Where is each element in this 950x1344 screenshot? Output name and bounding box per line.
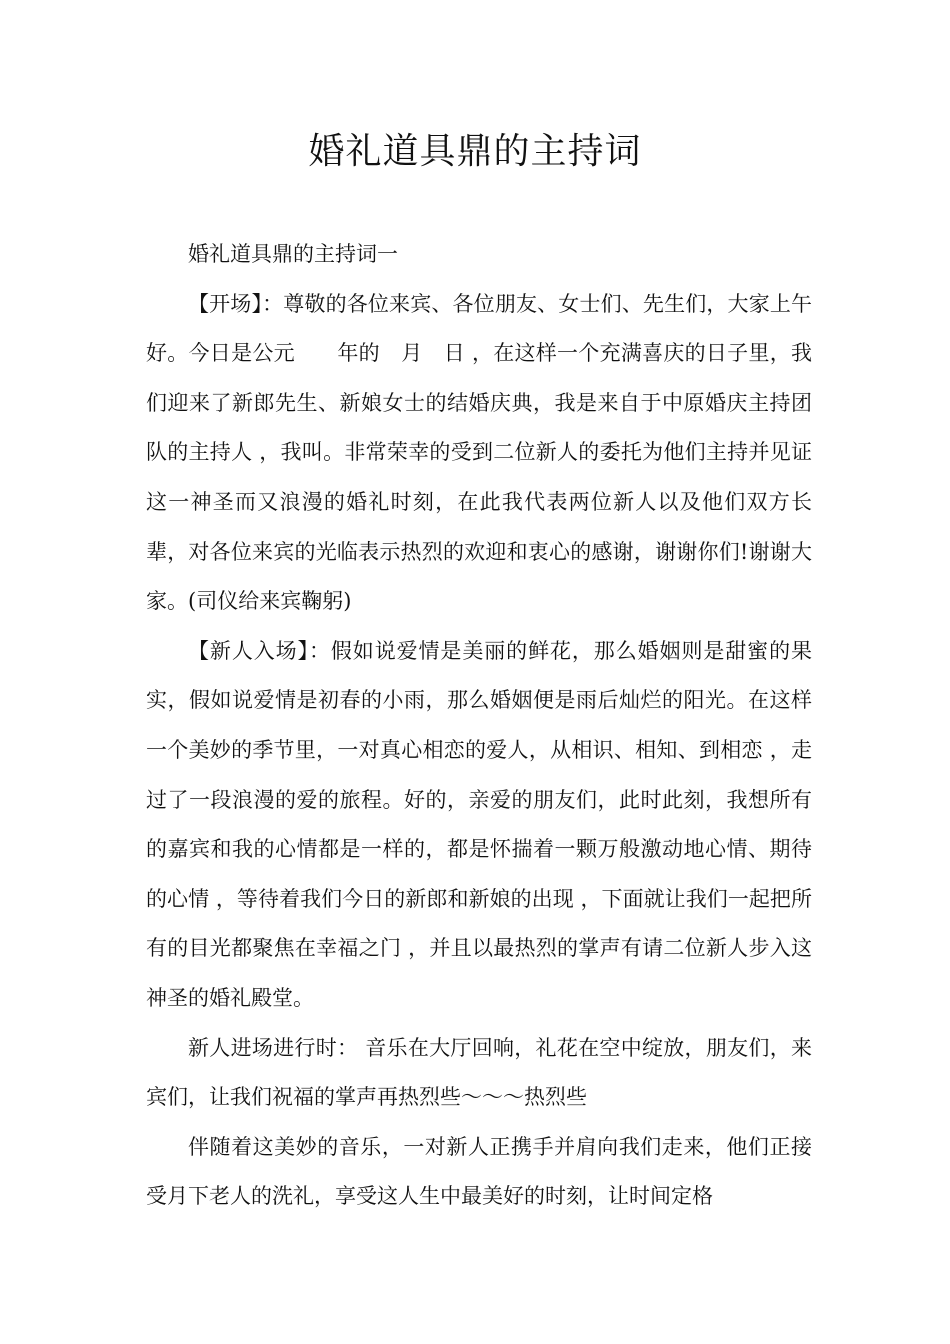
paragraph-label: 新人进场进行时： [188,1035,359,1060]
paragraph-opening [146,280,812,627]
paragraph-entrance [146,627,812,1024]
paragraph-music [146,1123,812,1222]
paragraph-text: 假如说爱情是美丽的鲜花，那么婚姻则是甜蜜的果实，假如说爱情是初春的小雨，那么婚姻便是雨后灿烂的阳光。在这样一个美妙的季节里，一对真心相恋的爱人，从相识、相知、到相恋 ，走过了一段浪漫的爱的旅程。好的，亲爱的朋友们，此时此刻，我想所有的嘉宾和我的心情都是一样的，都是怀揣着一颗万般激动地心情、期待的心情 ，等待着我们今日的新郎和新娘的出现 ，下面就让我们一起把所有的目光都聚焦在幸福之门 ，并且以最热烈的掌声有请二位新人步入这神圣的婚礼殿堂。 [146,638,812,1010]
paragraph-label: 【开场】： [188,291,284,316]
paragraph-text: 伴随着这美妙的音乐，一对新人正携手并肩向我们走来，他们正接受月下老人的洗礼，享受这人生中最美好的时刻，让时间定格 [146,1134,812,1209]
document-title: 婚礼道具鼎的主持词 [308,131,642,172]
paragraph-procession [146,1024,812,1123]
paragraph-text: 尊敬的各位来宾、各位朋友、女士们、先生们，大家上午好。今日是公元 年的 月 日 ，在这样一个充满喜庆的日子里，我们迎来了新郎先生、新娘女士的结婚庆典，我是来自于中原婚庆主持团队的主持人 ，我叫。非常荣幸的受到二位新人的委托为他们主持并见证这一神圣而又浪漫的婚礼时刻，在此我代表两位新人以及他们双方长辈，对各位来宾的光临表示热烈的欢迎和衷心的感谢，谢谢你们!谢谢大家。(司仪给来宾鞠躬) [146,291,813,614]
paragraph-label: 【新人入场】： [188,638,331,663]
paragraph-text: 音乐在大厅回响，礼花在空中绽放，朋友们，来宾们，让我们祝福的掌声再热烈些～～～热烈些 [146,1035,812,1110]
section-heading: 婚礼道具鼎的主持词一 [188,242,398,266]
document-body [146,230,812,1222]
